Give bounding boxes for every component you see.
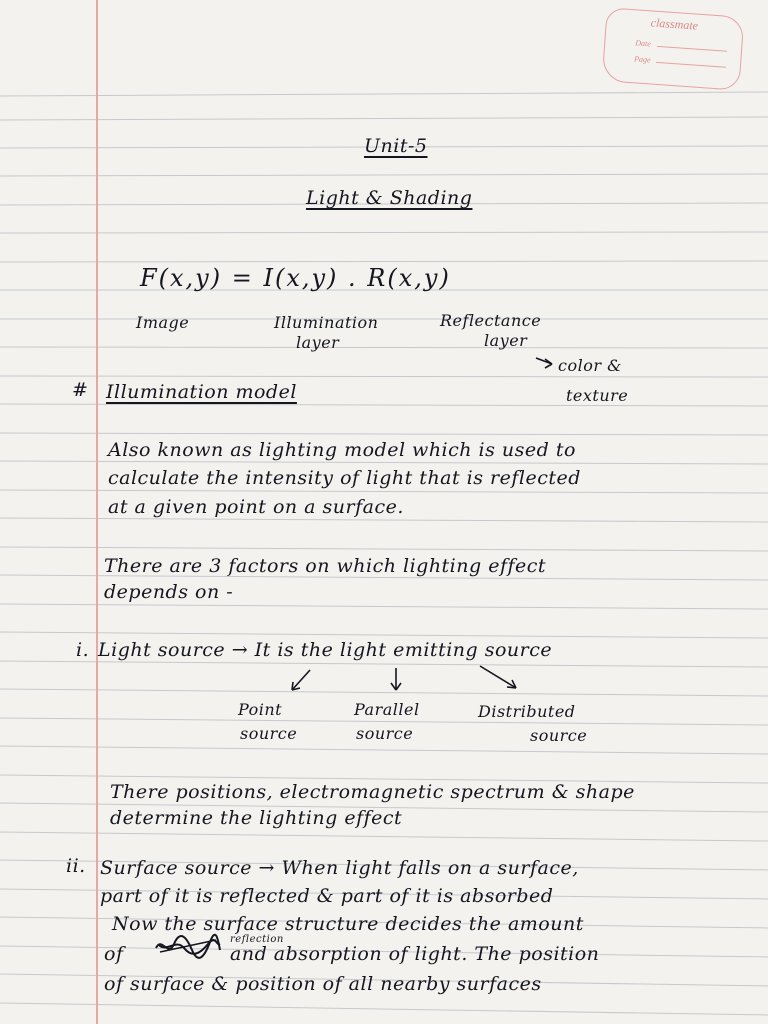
item-1-note-line-2: determine the lighting effect xyxy=(110,807,403,829)
point-source-label-1: Point xyxy=(238,700,283,719)
brand-stamp xyxy=(602,7,745,90)
illumination-label-2: layer xyxy=(296,333,340,352)
stamp-date-label: Date xyxy=(635,38,652,49)
item-2-insert-note: reflection xyxy=(230,934,284,945)
item-2-line-1: Surface source → When light falls on a surface, xyxy=(100,857,579,879)
crossed-out-word xyxy=(154,932,222,960)
parallel-source-label-1: Parallel xyxy=(354,700,420,719)
item-2-line-2: part of it is reflected & part of it is absorbed xyxy=(100,885,554,907)
stamp-date-row xyxy=(635,38,727,53)
definition-line-3: at a given point on a surface. xyxy=(108,496,404,518)
reflectance-note-2: texture xyxy=(566,386,629,405)
item-1-note-line-1: There positions, electromagnetic spectrum & shape xyxy=(110,781,635,803)
distributed-source-label-2: source xyxy=(530,726,588,745)
item-1-marker: i. xyxy=(76,639,90,661)
image-label: Image xyxy=(136,313,190,332)
item-2-line-5: of surface & position of all nearby surfaces xyxy=(104,973,542,995)
margin-line xyxy=(96,0,98,1024)
reflectance-label-2: layer xyxy=(484,331,528,350)
unit-heading: Unit-5 xyxy=(364,135,428,157)
parallel-source-label-2: source xyxy=(356,724,414,743)
item-2-line-4-prefix: of xyxy=(104,943,124,965)
topic-heading: Light & Shading xyxy=(306,187,473,209)
stamp-page-row xyxy=(634,54,727,69)
item-2-marker: ii. xyxy=(66,855,86,877)
item-1-text: Light source → It is the light emitting source xyxy=(98,639,553,661)
equation-formula: F(x,y) = I(x,y) . R(x,y) xyxy=(140,264,451,292)
item-2-line-3: Now the surface structure decides the amount xyxy=(112,913,584,935)
point-source-label-2: source xyxy=(240,724,298,743)
illumination-label-1: Illumination xyxy=(274,313,379,332)
item-2-line-4-rest: and absorption of light. The position xyxy=(230,943,600,965)
factors-line-2: depends on - xyxy=(104,581,234,603)
definition-line-2: calculate the intensity of light that is reflected xyxy=(108,467,581,489)
reflectance-note-1: color & xyxy=(558,356,622,375)
stamp-brand: classmate xyxy=(650,15,699,33)
stamp-page-label: Page xyxy=(633,54,651,65)
factors-line-1: There are 3 factors on which lighting effect xyxy=(104,555,547,577)
section-bullet: # xyxy=(72,379,89,401)
section-title: Illumination model xyxy=(106,381,297,403)
reflectance-label-1: Reflectance xyxy=(440,311,542,330)
distributed-source-label-1: Distributed xyxy=(478,702,576,721)
definition-line-1: Also known as lighting model which is used to xyxy=(108,439,576,461)
